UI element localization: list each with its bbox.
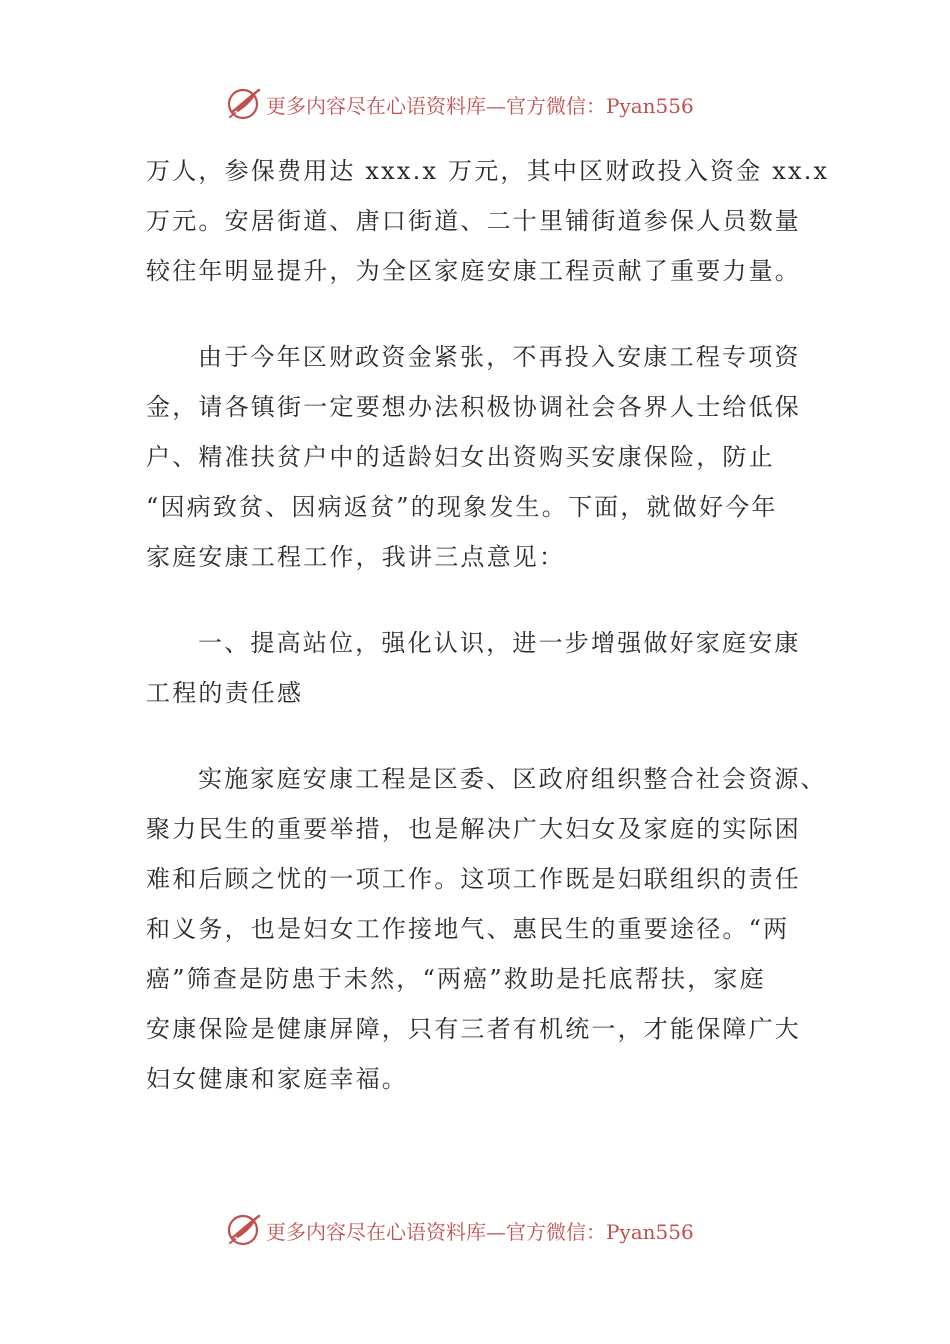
quill-logo-icon [226, 86, 262, 122]
text-line: 户、精准扶贫户中的适龄妇女出资购买安康保险，防止 [146, 443, 775, 471]
footer-banner-text: 更多内容尽在心语资料库—官方微信：Pyan556 [266, 1219, 694, 1244]
text-line: 家庭安康工程工作，我讲三点意见： [146, 543, 566, 571]
document-body [146, 146, 830, 1104]
text-line: 实施家庭安康工程是区委、区政府组织整合社会资源、 [198, 765, 827, 793]
text-line: 由于今年区财政资金紧张，不再投入安康工程专项资 [198, 343, 801, 371]
paragraph-2 [146, 332, 806, 582]
text-line: 一、提高站位，强化认识，进一步增强做好家庭安康 [198, 629, 801, 657]
paragraph-1 [146, 146, 830, 296]
header-banner [226, 86, 694, 122]
text-line: 癌”筛查是防患于未然，“两癌”救助是托底帮扶，家庭 [146, 965, 766, 993]
section-heading-1 [146, 618, 806, 718]
text-line: 聚力民生的重要举措，也是解决广大妇女及家庭的实际困 [146, 815, 801, 843]
paragraph-3 [146, 754, 827, 1104]
quill-logo-icon [226, 1212, 262, 1248]
header-banner-text: 更多内容尽在心语资料库—官方微信：Pyan556 [266, 93, 694, 118]
text-line: 金，请各镇街一定要想办法积极协调社会各界人士给低保 [146, 393, 801, 421]
footer-banner [226, 1212, 694, 1248]
text-line: 较往年明显提升，为全区家庭安康工程贡献了重要力量。 [146, 257, 801, 285]
text-line: 万人，参保费用达 xxx.x 万元，其中区财政投入资金 xx.x [146, 157, 830, 185]
text-line: 万元。安居街道、唐口街道、二十里铺街道参保人员数量 [146, 207, 801, 235]
text-line: 安康保险是健康屏障，只有三者有机统一，才能保障广大 [146, 1015, 801, 1043]
text-line: 和义务，也是妇女工作接地气、惠民生的重要途径。“两 [146, 915, 790, 943]
text-line: 工程的责任感 [146, 679, 304, 707]
text-line: 妇女健康和家庭幸福。 [146, 1065, 408, 1093]
text-line: 难和后顾之忧的一项工作。这项工作既是妇联组织的责任 [146, 865, 801, 893]
text-line: “因病致贫、因病返贫”的现象发生。下面，就做好今年 [146, 493, 778, 521]
